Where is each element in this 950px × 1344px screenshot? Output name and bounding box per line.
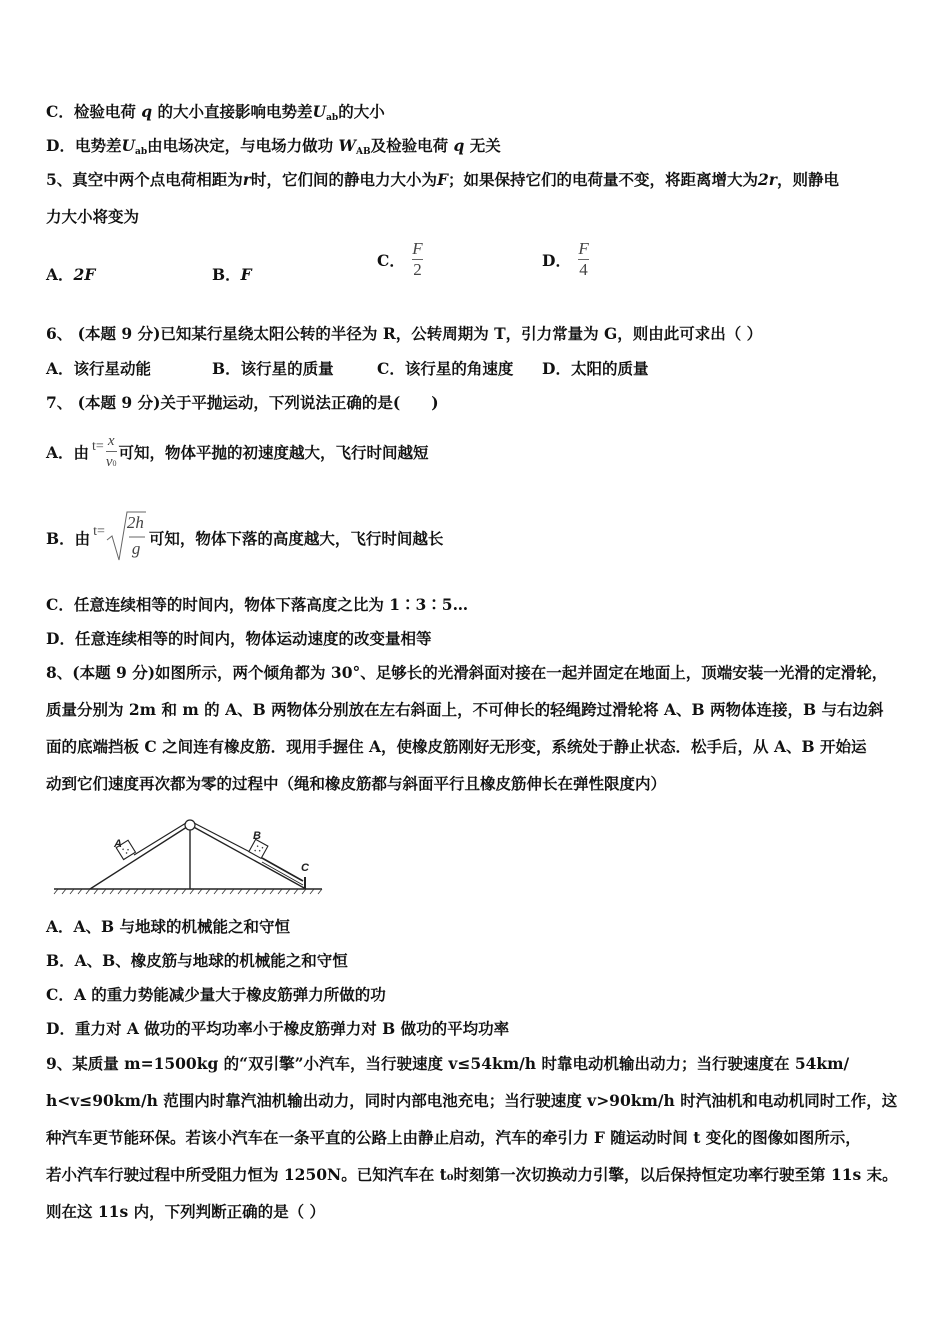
text: ，则静电 [776, 170, 839, 189]
q9-stem-line-5: 则在这 11s 内，下列判断正确的是（ ） [46, 1202, 325, 1221]
fraction [106, 432, 117, 473]
fraction-bar [106, 451, 117, 452]
block-b [249, 839, 268, 858]
numerator: 2h [126, 513, 144, 532]
q7-option-a [46, 428, 429, 476]
option-label: B． [212, 265, 241, 284]
rubber-band [262, 858, 303, 881]
q9-stem-line-2: h<v≤90km/h 范围内时靠汽油机输出动力，同时内部电池充电；当行驶速度 v>90km/h 时汽油机和电动机同时工作，这 [46, 1091, 898, 1110]
option-text: 可知，物体平抛的初速度越大，飞行时间越短 [118, 443, 429, 462]
q6-option-c: C．该行星的角速度 [377, 359, 514, 378]
equation-t: t= [92, 439, 104, 454]
text: 由电场决定，与电场力做功 [147, 136, 334, 155]
text: 的大小 [338, 102, 385, 121]
q8-option-b: B．A、B、橡皮筋与地球的机械能之和守恒 [46, 951, 348, 970]
label-c: C [301, 862, 309, 874]
pulley-icon [185, 820, 195, 830]
text: 检验电荷 [73, 102, 136, 121]
den-v: v [105, 453, 113, 470]
fraction [412, 240, 422, 279]
q9-stem-line-1: 9、某质量 m=1500kg 的“双引擎”小汽车，当行驶速度 v≤54km/h 时靠电动机输出动力；当行驶速度在 54km/ [46, 1054, 850, 1073]
option-label: D． [46, 136, 75, 155]
rubber-band-edge [262, 862, 303, 885]
var-q: q [141, 102, 153, 121]
text: 的大小直接影响电势差 [157, 102, 313, 121]
q8-stem-line-1: 8、(本题 9 分)如图所示，两个倾角都为 30°、足够长的光滑斜面对接在一起并固定在地面上，顶端安装一光滑的定滑轮， [46, 663, 888, 682]
q7-option-b [46, 510, 443, 566]
var-2r: 2r [758, 170, 777, 189]
var-u: U [312, 102, 327, 121]
subscript: ab [135, 147, 148, 157]
numerator: F [578, 239, 589, 258]
q6-option-b: B．该行星的质量 [212, 359, 334, 378]
var-r: r [242, 170, 251, 189]
q9-stem-line-3: 种汽车更节能环保。若该小汽车在一条平直的公路上由静止启动，汽车的牵引力 F 随运动时间 t 变化的图像如图所示， [46, 1128, 861, 1147]
q8-stem-line-3: 面的底端挡板 C 之间连有橡皮筋．现用手握住 A，使橡皮筋刚好无形变，系统处于静止状态．松手后，从 A、B 开始运 [46, 737, 867, 756]
q5-option-c [377, 240, 425, 279]
right-incline [190, 825, 306, 889]
q6-option-a: A．该行星动能 [46, 359, 152, 378]
q8-stem-line-2: 质量分别为 2m 和 m 的 A、B 两物体分别放在左右斜面上，不可伸长的轻绳跨过滑轮将 A、B 两物体连接，B 与右边斜 [46, 700, 884, 719]
denominator: g [131, 539, 141, 558]
option-label: A． [46, 265, 74, 284]
q8-incline-figure [50, 815, 330, 900]
q7-option-c: C．任意连续相等的时间内，物体下落高度之比为 1∶3∶5… [46, 595, 469, 614]
numerator: x [107, 432, 115, 449]
denominator: 2 [413, 260, 422, 279]
text: 无关 [469, 136, 501, 155]
option-text: 可知，物体下落的高度越大，飞行时间越长 [148, 529, 444, 548]
denominator: 4 [579, 260, 588, 279]
option-label: C． [46, 102, 74, 121]
q5-option-a [46, 263, 95, 285]
q5-stem-line-2: 力大小将变为 [46, 207, 140, 226]
option-label: C． [377, 250, 405, 270]
q9-stem-line-4: 若小汽车行驶过程中所受阻力恒为 1250N。已知汽车在 t₀时刻第一次切换动力引擎，以后保持恒定功率行驶至第 11s 末。 [46, 1165, 898, 1184]
den-sub: 0 [112, 458, 117, 468]
option-value: F [240, 265, 252, 284]
q8-option-d: D．重力对 A 做功的平均功率小于橡皮筋弹力对 B 做功的平均功率 [46, 1019, 510, 1038]
fraction [578, 240, 588, 279]
rope-right [194, 823, 250, 852]
var-q: q [453, 136, 465, 155]
denominator [106, 453, 117, 473]
q7-stem: 7、 (本题 9 分)关于平抛运动，下列说法正确的是( ) [46, 393, 439, 412]
text: ；如果保持它们的电荷量不变，将距离增大为 [448, 170, 759, 189]
subscript: AB [355, 147, 371, 157]
numerator: F [412, 239, 423, 258]
q8-stem-line-4: 动到它们速度再次都为零的过程中（绳和橡皮筋都与斜面平行且橡皮筋伸长在弹性限度内） [46, 774, 667, 793]
q6-stem: 6、 (本题 9 分)已知某行星绕太阳公转的半径为 R，公转周期为 T，引力常量为 G，则由此可求出（ ） [46, 324, 763, 343]
text: 时，它们间的静电力大小为 [250, 170, 437, 189]
q8-option-a: A．A、B 与地球的机械能之和守恒 [46, 917, 291, 936]
text: 及检验电荷 [370, 136, 449, 155]
q5-stem-line-1 [46, 169, 910, 191]
option-label: A．由 [46, 443, 90, 462]
rope-left [134, 823, 186, 855]
subscript: ab [326, 113, 339, 123]
option-value: 2F [73, 265, 96, 284]
label-b: B [253, 830, 261, 842]
left-incline [90, 825, 190, 889]
var-f: F [436, 170, 448, 189]
text: 电势差 [74, 136, 122, 155]
label-a: A [114, 838, 122, 850]
q4-option-d [46, 135, 910, 163]
q5-option-d [542, 240, 591, 279]
option-label: D． [542, 250, 571, 270]
option-label: B．由 [46, 529, 91, 548]
q6-option-d: D．太阳的质量 [542, 359, 649, 378]
q4-option-c [46, 101, 910, 129]
equation-t: t= [93, 524, 105, 539]
q8-option-c: C．A 的重力势能减少量大于橡皮筋弹力所做的功 [46, 985, 386, 1004]
square-root [105, 508, 147, 568]
var-u: U [121, 136, 135, 155]
q7-option-d: D．任意连续相等的时间内，物体运动速度的改变量相等 [46, 629, 432, 648]
q5-option-b [212, 263, 252, 285]
var-w: W [338, 136, 356, 155]
text: 5、真空中两个点电荷相距为 [46, 170, 243, 189]
